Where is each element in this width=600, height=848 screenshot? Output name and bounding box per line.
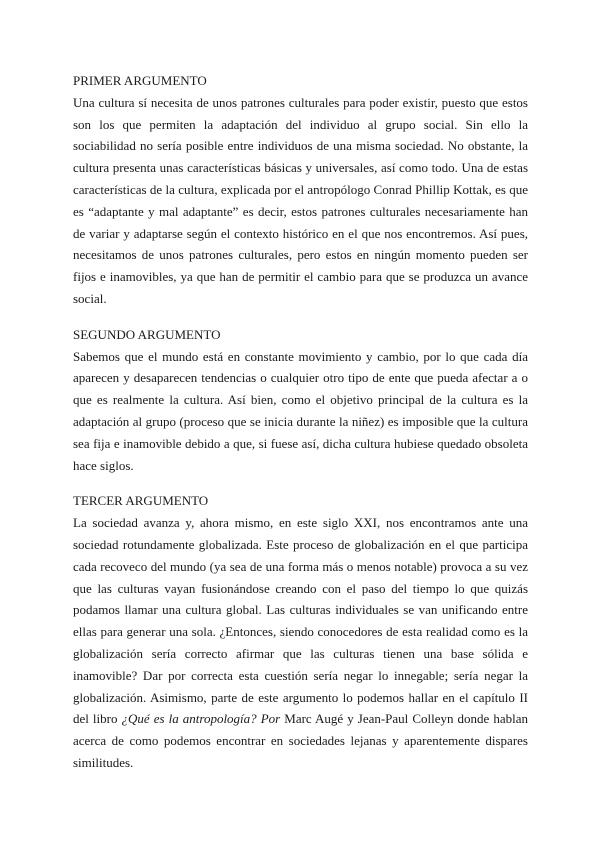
section-heading: TERCER ARGUMENTO [73, 493, 209, 509]
section-heading: SEGUNDO ARGUMENTO [73, 326, 221, 342]
section-segundo-argumento [73, 324, 528, 477]
section-tercer-argumento [73, 490, 528, 773]
section-paragraph [73, 512, 528, 774]
section-paragraph: Sabemos que el mundo está en constante movimiento y cambio, por lo que cada día aparecen y desaparecen tendencias o cualquier otro tipo de ente que pueda afectar a o que es realmente la cultura. Así bien, como el objetivo principal de la cultura es la adaptación al grupo (proceso que se inicia durante la niñez) es imposible que la cultura sea fija e inamovible debido a que, si fuese así, dicha cultura hubiese quedado obsoleta hace siglos. [73, 348, 528, 473]
book-title-italic: ¿Qué es la antropología? Por [121, 711, 281, 727]
section-paragraph: Una cultura sí necesita de unos patrones culturales para poder existir, puesto que estos son los que permiten la adaptación del individuo al grupo social. Sin ello la sociabilidad no sería posible entre individuos de una misma sociedad. No obstante, la cultura presenta unas características básicas y universales, así como todo. Una de estas características de la cultura, explicada por el antropólogo Conrad Phillip Kottak, es que es “adaptante y mal adaptante” es decir, estos patrones culturales necesariamente han de variar y adaptarse según el contexto histórico en el que nos encontremos. Así pues, necesitamos de unos patrones culturales, pero estos en ningún momento pueden ser fijos e inamovibles, ya que han de permitir el cambio para que se produzca un avance social. [73, 94, 528, 306]
paragraph-text: La sociedad avanza y, ahora mismo, en este siglo XXI, nos encontramos ante una sociedad rotundamente globalizada. Este proceso de globalización en el que participa cada recoveco del mundo (ya sea de una forma más o menos notable) provoca a su vez que las culturas vayan fusionándose creando con el paso del tiempo lo que quizás podamos llamar una cultura global. Las culturas individuales se van unificando entre ellas para generar una sola. ¿Entonces, siendo conocedores de esta realidad como es la globalización sería correcto afirmar que las culturas tienen una base sólida e inamovible? Dar por correcta esta cuestión sería negar lo innegable; sería negar la globalización. Asimismo, parte de este argumento lo podemos hallar en el capítulo II del libro [73, 515, 528, 727]
section-heading: PRIMER ARGUMENTO [73, 73, 207, 88]
document-body [73, 70, 528, 788]
section-primer-argumento [73, 70, 528, 310]
paragraph-text: Marc Augé y Jean-Paul Colleyn donde hablan acerca de como podemos encontrar en sociedades lejanas y aparentemente dispares similitudes. [73, 711, 529, 770]
